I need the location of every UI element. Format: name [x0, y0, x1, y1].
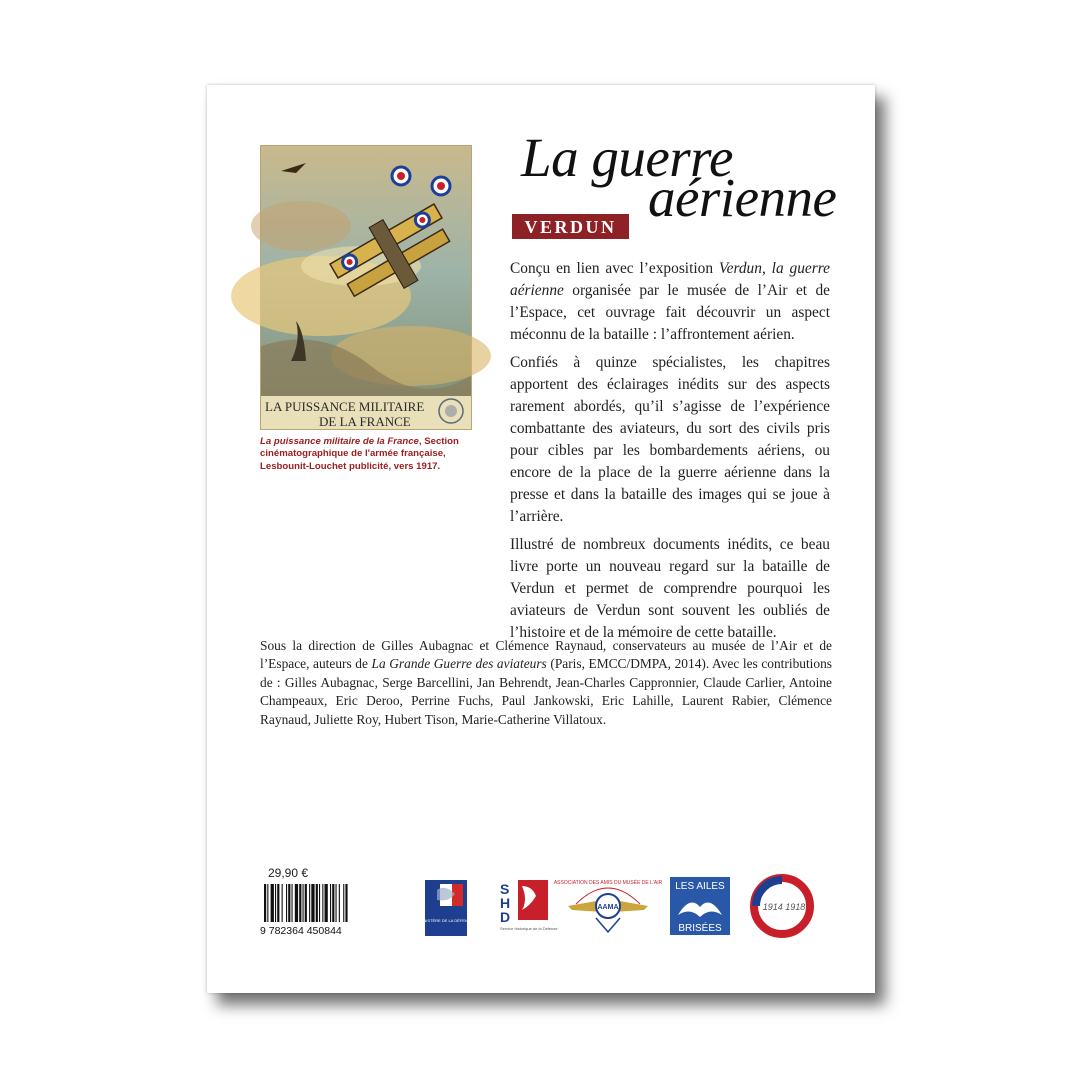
- barcode-bar: [271, 884, 274, 922]
- poster-illustration: [260, 145, 472, 430]
- barcode-bar: [316, 884, 318, 922]
- credits-book-title: La Grande Guerre des aviateurs: [371, 656, 547, 672]
- isbn-barcode: [260, 884, 387, 936]
- barcode-bar: [319, 884, 320, 922]
- centenaire-logo: [750, 874, 814, 938]
- barcode-bar: [264, 884, 266, 922]
- barcode-bar: [275, 884, 276, 922]
- barcode-bar: [325, 884, 328, 922]
- barcode-bar: [267, 884, 268, 922]
- les-ailes-brisees-logo: [670, 877, 730, 935]
- description: [510, 258, 830, 650]
- barcode-bar: [332, 884, 334, 922]
- svg-text:D: D: [500, 909, 511, 925]
- svg-text:S: S: [500, 881, 510, 897]
- barcode-bar: [305, 884, 307, 922]
- poster-caption: [260, 436, 460, 473]
- barcode-bar: [343, 884, 344, 922]
- description-paragraph-1: Conçu en lien avec l’exposition Verdun, la guerre aérienne organisée par le musée de l’Air et de l’Espace, cet ouvrage fait découvrir un aspect méconnu de la bataille : l’affrontement aérien.: [510, 260, 830, 343]
- ministry-defense-logo: [418, 880, 474, 936]
- ailes-bottom-text: BRISÉES: [678, 923, 722, 934]
- shd-caption: Service historique de la Défense: [500, 926, 558, 931]
- poster-banner-line2: DE LA FRANCE: [319, 414, 411, 429]
- barcode-bar: [299, 884, 301, 922]
- barcode-bar: [336, 884, 337, 922]
- barcode-bar: [345, 884, 347, 922]
- aama-ring-text: ASSOCIATION DES AMIS DU MUSÉE DE L'AIR: [553, 880, 663, 886]
- barcode-bar: [309, 884, 310, 922]
- price: 29,90 €: [268, 866, 309, 880]
- barcode-bar: [303, 884, 304, 922]
- barcode-bar: [339, 884, 340, 922]
- credits-paragraph: Sous la direction de Gilles Aubagnac et Clémence Raynaud, conservateurs au musée de l’Air et de l’Espace, auteurs de La Grande Guerre des aviateurs (Paris, EMCC/DMPA, 2014). Avec les contributions de : Gilles Aubagnac, Serge Barcellini, Jan Behrendt, Jean-Charles Cappronnier, Claude Carlier, Antoine Champeaux, Eric Deroo, Perrine Fuchs, Paul Jankowski, Eric Lahille, Laurent Rabier, Clémence Raynaud, Juliette Roy, Hubert Tison, Marie-Catherine Villatoux.: [260, 638, 833, 727]
- centenaire-years: 1914 1918: [762, 902, 806, 912]
- shd-logo: [498, 878, 558, 936]
- poster-caption-details: , Section cinématographique de l'armée française, Lesbounit-Louchet publicité, vers 1917.: [260, 436, 459, 472]
- barcode-bar: [322, 884, 323, 922]
- poster-banner-line1: LA PUISSANCE MILITAIRE: [265, 399, 425, 414]
- verdun-badge: [510, 214, 629, 239]
- isbn-number: 9 782364 450844: [260, 925, 342, 937]
- aama-logo: [553, 874, 663, 936]
- svg-text:H: H: [500, 895, 511, 911]
- barcode-bar: [288, 884, 290, 922]
- verdun-badge-label: VERDUN: [524, 217, 617, 237]
- aama-center-text: AAMA: [597, 904, 619, 911]
- description-paragraph-3: Illustré de nombreux documents inédits, ce beau livre porte un nouveau regard sur la bataille de Verdun et permet de comprendre pourquoi les aviateurs de Verdun sont souvent les oubliés de l’histoire et de la mémoire de cette bataille.: [510, 536, 830, 641]
- ailes-top-text: LES AILES: [675, 881, 725, 892]
- barcode-bar: [330, 884, 331, 922]
- book-title-line2: aérienne: [648, 167, 837, 228]
- ministry-label: MINISTÈRE DE LA DÉFENSE: [418, 918, 474, 923]
- book-title-line1: La guerre: [521, 127, 733, 188]
- poster-caption-title: La puissance militaire de la France: [260, 436, 419, 447]
- description-paragraph-2: Confiés à quinze spécialistes, les chapitres apportent des éclairages inédits sur des aspects rarement abordés, qu’il s’agisse de l’expérience combattante des aviateurs, du sort des civils pris pour cibles par les bombardements aériens, ou encore de la place de la guerre aérienne dans la presse et dans la bataille des images qui se joue à l’arrière.: [510, 354, 830, 525]
- barcode-bar: [286, 884, 287, 922]
- barcode-bar: [277, 884, 279, 922]
- barcode-bar: [311, 884, 314, 922]
- barcode-bar: [295, 884, 298, 922]
- barcode-bar: [292, 884, 293, 922]
- barcode-bar: [282, 884, 283, 922]
